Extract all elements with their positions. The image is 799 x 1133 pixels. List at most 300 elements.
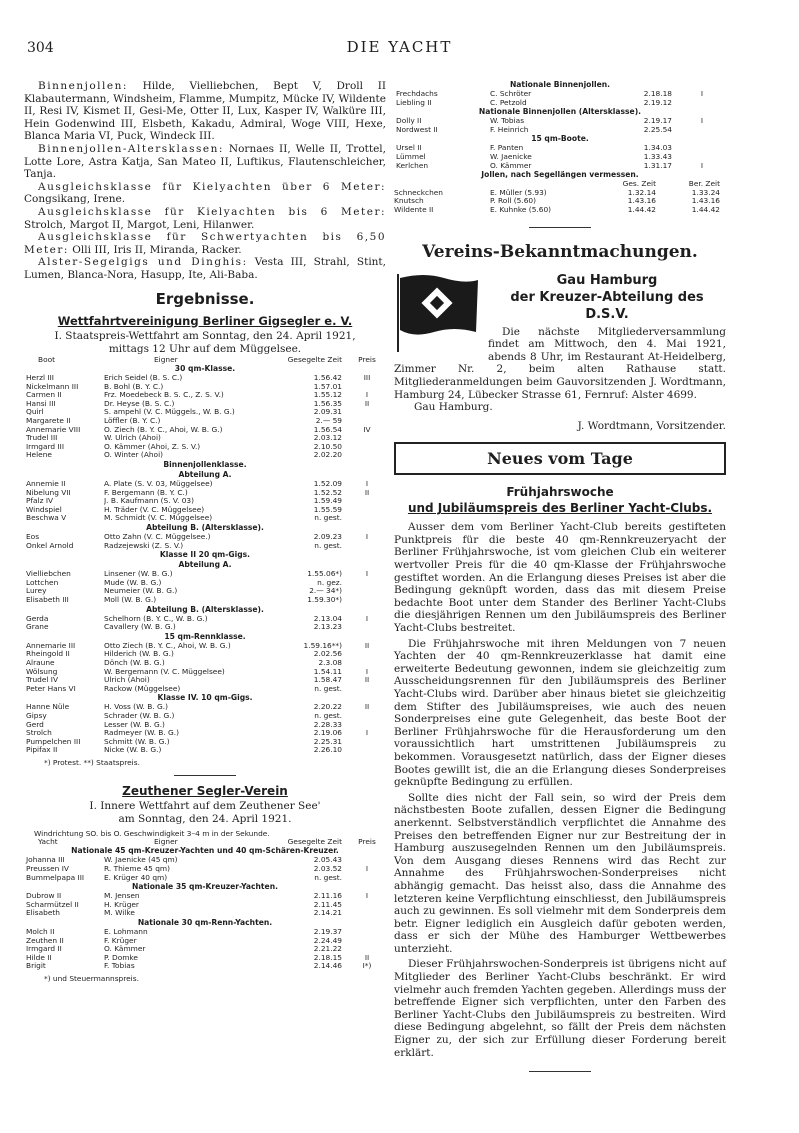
section-header-row <box>394 80 726 90</box>
gig-subtitle-1: I. Staatspreis-Wettfahrt am Sonntag, den 24. April 1921, <box>54 329 356 342</box>
table-row <box>24 865 386 874</box>
owner: O. Winter (Ahoi) <box>104 451 164 460</box>
jollen-title: Jollen, nach Segellängen vermessen. <box>481 170 639 180</box>
class-label: Ausgleichsklasse für Kielyachten bis 6 Meter: <box>38 205 386 218</box>
owner: F. Bergemann (B. Y. C.) <box>104 488 188 497</box>
sailed-time: 2.21.22 <box>313 945 342 954</box>
owner: H. Träder (V. C. Müggelsee) <box>104 505 205 514</box>
sailed-time: n. gez. <box>317 578 342 587</box>
sailed-time: 2.09.31 <box>313 408 342 417</box>
sailed-time: 1.56.35 <box>313 399 342 408</box>
table-row <box>24 659 386 668</box>
sailed-time: n. gest. <box>314 684 342 693</box>
prize: I <box>365 667 369 676</box>
table-row <box>24 676 386 685</box>
sailed-time: 2.28.33 <box>313 720 342 729</box>
boat-name: Elisabeth <box>26 909 60 918</box>
owner: E. Lohmann <box>104 928 148 937</box>
prize <box>348 874 386 883</box>
owner: O. Ziech (B. Y. C., Ahoi, W. B. G.) <box>104 425 223 434</box>
boat-name: Lümmel <box>396 152 426 161</box>
prize <box>348 623 386 632</box>
boat-name: Peter Hans VI <box>26 684 76 693</box>
ges-zeit: 1.32.14 <box>627 188 656 197</box>
club-flag-icon <box>394 272 480 352</box>
page-number: 304 <box>27 40 54 56</box>
table-row <box>24 954 386 963</box>
sailed-time: 2.— 59 <box>315 417 342 426</box>
table-row <box>24 703 386 712</box>
prize <box>348 451 386 460</box>
sailed-time: 1.31.17 <box>643 161 672 170</box>
vereins-heading: Vereins-Bekanntmachungen. <box>422 241 698 262</box>
table-row <box>394 126 726 135</box>
prize <box>348 659 386 668</box>
sailed-time: n. gest. <box>314 873 342 882</box>
table-row <box>24 400 386 409</box>
owner: Rackow (Müggelsee) <box>104 684 181 693</box>
table-row <box>24 489 386 498</box>
boat-name: Vielliebchen <box>26 570 71 579</box>
boat-name: Kerlchen <box>396 161 429 170</box>
table-row <box>24 729 386 738</box>
prize <box>348 596 386 605</box>
gau-signature: J. Wordtmann, Vorsitzender. <box>577 419 726 432</box>
table-row <box>394 117 726 126</box>
sailed-time: 2.26.10 <box>313 746 342 755</box>
prize <box>348 497 386 506</box>
table-row <box>24 383 386 392</box>
owner: M. Wilke <box>104 909 135 918</box>
col-eigner: Eigner <box>154 355 178 364</box>
boat-name: Herzl III <box>26 374 54 383</box>
prize <box>348 712 386 721</box>
section-header-row <box>24 364 386 374</box>
boat-name: Nickelmann III <box>26 382 79 391</box>
owner: C. Petzold <box>490 98 527 107</box>
table-row <box>24 533 386 542</box>
owner: A. Plate (S. V. 03, Müggelsee) <box>104 480 213 489</box>
class-label: Alster-Segelgigs und Dinghis: <box>38 256 248 269</box>
boat-name: Helene <box>26 451 52 460</box>
running-title: DIE YACHT <box>346 38 453 56</box>
boat-name: Preussen IV <box>26 865 69 874</box>
boat-name: Lottchen <box>26 578 59 587</box>
table-row <box>24 650 386 659</box>
gig-footnote: *) Protest. **) Staatspreis. <box>44 757 140 767</box>
sailed-time: 2.24.49 <box>313 936 342 945</box>
class-paragraph <box>24 231 386 256</box>
subsection-title: Abteilung A. <box>178 560 232 570</box>
article-title-1: Frühjahrswoche <box>506 485 614 500</box>
section-header-row <box>394 107 726 117</box>
subsection-row <box>24 470 386 480</box>
owner: W. Jaenicke (45 qm) <box>104 856 178 865</box>
prize <box>348 579 386 588</box>
prize: I <box>700 161 704 170</box>
table-row <box>24 721 386 730</box>
article-paragraph: Sollte dies nicht der Fall sein, so wird der Preis dem nächstbesten Boote zufallen, dessen Eigner die Bedingung anerkennt. Selbstverständlich verpflichtet die Annahme des Preises den betreffenden Eigner nur zur Bestreitung der in Hamburg auszusegelnden Rennen um den Jubiläumspreis. Von dem Ausgang dieses Rennens wird das Recht zur Annahme des Frühjahrswochen-Sonderpreises nicht abhängig gemacht. Das heisst also, dass die Annahme des letzteren keine Verpflichtung einschliesst, den Jubiläumspreis auch zu gewinnen. Es soll vielmehr mit dem Sonderpreis dem betr. Eigner lediglich ein Ausgleich dafür geboten werden, dass er sich der Mühe des Hamburger Wettbewerbes unterzieht. <box>394 791 726 955</box>
section-header-row <box>24 918 386 928</box>
boat-name: Frechdachs <box>396 90 438 98</box>
sailed-time: n. gest. <box>314 541 342 550</box>
owner: Moll (W. B. G.) <box>104 595 157 604</box>
boat-name: Wildente II <box>394 205 434 214</box>
class-members: Congsikang, Irene. <box>24 193 126 206</box>
article-body <box>394 521 726 1059</box>
boat-name: Rheingold II <box>26 650 70 659</box>
col-yacht: Yacht <box>38 837 58 846</box>
section-title: 15 qm-Rennklasse. <box>164 631 246 641</box>
section-title: 30 qm-Klasse. <box>174 364 236 374</box>
boat-name: Brigit <box>26 962 46 971</box>
boat-name: Gerd <box>26 720 44 729</box>
owner: W. Bergemann (V. C. Müggelsee) <box>104 667 225 676</box>
boat-name: Dolly II <box>396 117 422 126</box>
owner: Lesser (W. B. G.) <box>104 720 165 729</box>
boat-name: Annemie II <box>26 480 66 489</box>
right-column <box>394 80 726 1080</box>
sailed-time: 2.19.37 <box>313 928 342 937</box>
table-header <box>24 838 386 847</box>
class-label: Binnenjollen: <box>38 80 128 92</box>
sailed-time: 2.25.54 <box>643 125 672 134</box>
boat-name: Carmen II <box>26 391 62 400</box>
col-preis: Preis <box>358 355 376 364</box>
owner: B. Bohl (B. Y. C.) <box>104 382 164 391</box>
boat-name: Irmgard III <box>26 442 64 451</box>
article-paragraph: Dieser Frühjahrswochen-Sonderpreis ist übrigens nicht auf Mitglieder des Berliner Yacht-Clubs beschränkt. Er wird vielmehr auch fremden Yachten gegeben. Allerdings muss der betreffende Eigner sich verpflichten, unter den Farben des Berliner Yacht-Clubs den Jubiläumspreis zu bestreiten. Wird diese Bedingung abgelehnt, so fällt der Preis dem nächsten Eigner zu, der sich zur Erfüllung dieser Forderung bereit erklärt. <box>394 958 726 1059</box>
owner: C. Schröter <box>490 90 532 98</box>
sailed-time: 2.03.12 <box>313 434 342 443</box>
prize: II <box>364 703 370 712</box>
sailed-time: 2.14.21 <box>313 909 342 918</box>
section-title: Nationale 35 qm-Kreuzer-Yachten. <box>131 882 278 892</box>
gau-text: Die nächste Mitgliederversammlung findet am Mittwoch, den 4. Mai 1921, abends 8 Uhr, im Restaurant At-Heidelberg, Zimmer Nr. 2, beim alten Rathause statt. Mitgliederanmeldungen beim Gauvorsitzenden J. Wordtmann, Hamburg 24, Lübecker Strasse 61, Fernruf: Alster 4699. <box>394 325 726 401</box>
prize <box>348 685 386 694</box>
prize: II <box>364 488 370 497</box>
boat-name: Dubrow II <box>26 892 62 901</box>
table-row <box>24 391 386 400</box>
owner: F. Heinrich <box>490 125 529 134</box>
section-header-row <box>394 134 726 144</box>
boat-name: Zeuthen II <box>26 936 64 945</box>
sailed-time: 1.59.49 <box>313 497 342 506</box>
sailed-time: 2.02.20 <box>313 451 342 460</box>
table-row <box>394 99 726 108</box>
owner: Radzejewski (Z. S. V.) <box>104 541 184 550</box>
class-members: Nornaes II, Welle II, Trottel, Lotte Lore, Astra Katja, San Mateo II, Luftikus, Flautenschleicher, Tanja. <box>24 142 386 181</box>
boat-name: Alraune <box>26 658 55 667</box>
table-row <box>24 497 386 506</box>
owner: R. Thieme 45 qm) <box>104 865 170 874</box>
zeuthen-wind: Windrichtung SO. bis O. Geschwindigkeit 3–4 m in der Sekunde. <box>34 828 270 838</box>
sailed-time: 2.19.17 <box>643 117 672 126</box>
prize <box>348 901 386 910</box>
section-header-row <box>24 523 386 533</box>
table-row <box>394 197 726 206</box>
continued-results-table <box>394 80 726 170</box>
prize: II <box>364 641 370 650</box>
table-row <box>24 596 386 605</box>
owner: F. Tobias <box>104 962 135 971</box>
table-row <box>24 506 386 515</box>
owner: M. Jensen <box>104 892 140 901</box>
prize <box>348 746 386 755</box>
prize <box>348 650 386 659</box>
owner: Otto Zahn (V. C. Müggelsee.) <box>104 533 211 541</box>
divider <box>529 1071 591 1072</box>
prize: I <box>365 892 369 901</box>
sailed-time: 1.33.43 <box>643 152 672 161</box>
table-row <box>24 542 386 551</box>
section-header-row <box>24 846 386 856</box>
prize: IV <box>363 425 371 434</box>
owner: W. Ulrich (Ahoi) <box>104 434 161 443</box>
gau-hamburg-notice <box>394 272 726 433</box>
owner: W. Tobias <box>490 117 525 126</box>
owner: Löffler (B. Y. C.) <box>104 417 161 426</box>
owner: E. Krüger 40 qm) <box>104 873 168 882</box>
sailed-time: 2.13.04 <box>313 614 342 623</box>
boat-name: Quirl <box>26 408 44 417</box>
section-title: Nationale Binnenjollen (Altersklasse). <box>478 107 642 117</box>
prize: II <box>364 399 370 408</box>
table-row <box>24 856 386 865</box>
section-title: Nationale Binnenjollen. <box>509 80 611 89</box>
table-row <box>24 451 386 460</box>
owner: O. Kämmer <box>490 161 532 170</box>
prize: I <box>365 480 369 489</box>
owner: E. Kuhnke (5.60) <box>490 205 552 214</box>
section-title: Klasse IV. 10 qm-Gigs. <box>157 693 253 703</box>
owner: S. ampehl (V. C. Müggels., W. B. G.) <box>104 408 235 417</box>
owner: W. Jaenicke <box>490 152 532 161</box>
owner: Nicke (W. B. G.) <box>104 746 162 755</box>
gig-results-table <box>24 356 386 755</box>
sailed-time: 2.09.23 <box>313 533 342 541</box>
prize <box>348 937 386 946</box>
prize: I <box>365 391 369 400</box>
section-title: Binnenjollenklasse. <box>163 460 247 470</box>
ergebnisse-title: Ergebnisse. <box>155 289 255 308</box>
col-ber-zeit: Ber. Zeit <box>688 180 720 189</box>
ber-zeit: 1.44.42 <box>691 205 720 214</box>
table-row <box>24 712 386 721</box>
sailed-time: 2.11.45 <box>313 900 342 909</box>
table-row <box>394 189 726 198</box>
ges-zeit: 1.43.16 <box>627 197 656 206</box>
owner: O. Kämmer (Ahoi, Z. S. V.) <box>104 442 201 451</box>
gau-greeting: Gau Hamburg. <box>414 401 493 414</box>
owner: Mude (W. B. G.) <box>104 578 162 587</box>
table-row <box>24 937 386 946</box>
neues-vom-tage-box <box>394 442 726 475</box>
prize <box>348 928 386 937</box>
zeuthen-results-table <box>24 838 386 971</box>
owner: H. Krüger <box>104 900 139 909</box>
sailed-time: 2.11.16 <box>313 892 342 901</box>
col-eigner: Eigner <box>154 837 178 846</box>
col-ges-zeit: Ges. Zeit <box>622 180 656 189</box>
owner: Schmitt (W. B. G.) <box>104 737 170 746</box>
sailed-time: 2.3.08 <box>318 658 342 667</box>
section-title: Abteilung B. (Altersklasse). <box>146 604 264 614</box>
owner: Schrader (W. B. G.) <box>104 711 175 720</box>
divider <box>174 775 236 776</box>
table-row <box>24 374 386 383</box>
owner: E. Müller (5.93) <box>490 188 547 197</box>
boat-name: Scharmützel II <box>26 900 79 909</box>
prize <box>678 153 726 162</box>
zeuthen-title: Zeuthener Segler-Verein <box>122 783 288 798</box>
boat-name: Elisabeth III <box>26 595 69 604</box>
class-list <box>24 80 386 282</box>
neues-vom-tage-title: Neues vom Tage <box>487 449 633 469</box>
boat-name: Bummelpapa III <box>26 873 85 882</box>
table-row <box>24 434 386 443</box>
table-row <box>394 90 726 99</box>
prize: I*) <box>362 962 372 971</box>
table-row <box>394 153 726 162</box>
jollen-table <box>394 170 726 214</box>
boat-name: Gipsy <box>26 711 47 720</box>
owner: Erich Seidel (B. S. C.) <box>104 374 183 383</box>
class-paragraph <box>24 206 386 231</box>
boat-name: Trudel IV <box>26 676 59 685</box>
table-row <box>24 945 386 954</box>
class-members: Olli III, Iris II, Miranda, Racker. <box>68 243 242 256</box>
class-label: Ausgleichsklasse für Schwertyachten bis 6,50 Meter: <box>24 231 386 256</box>
owner: Radmeyer (W. B. G.) <box>104 729 180 738</box>
prize: I <box>365 614 369 623</box>
prize: I <box>365 729 369 738</box>
table-row <box>24 909 386 918</box>
section-header-row <box>24 605 386 615</box>
boat-name: Nordwest II <box>396 125 438 134</box>
gig-title: Wettfahrtvereinigung Berliner Gigsegler e. V. <box>57 313 353 328</box>
prize <box>348 514 386 523</box>
sailed-time: 2.— 34*) <box>309 587 342 596</box>
owner: O. Kämmer <box>104 945 146 954</box>
sailed-time: 1.54.11 <box>313 667 342 676</box>
table-row <box>24 480 386 489</box>
class-paragraph <box>24 80 386 143</box>
prize <box>678 126 726 135</box>
subsection-title: Abteilung A. <box>178 470 232 480</box>
boat-name: Grane <box>26 623 49 632</box>
table-row <box>24 570 386 579</box>
class-members: Strolch, Margot II, Margot, Leni, Hilanwer. <box>24 218 255 231</box>
table-row <box>394 144 726 153</box>
sailed-time: 1.56.42 <box>313 374 342 383</box>
prize <box>348 909 386 918</box>
owner: J. B. Kaufmann (S. V. 03) <box>104 497 194 506</box>
sailed-time: 2.20.22 <box>313 703 342 712</box>
boat-name: Annemarie III <box>26 641 76 650</box>
table-row <box>394 162 726 171</box>
sailed-time: 1.55.06*) <box>307 570 342 579</box>
boat-name: Hansi III <box>26 399 56 408</box>
boat-name: Knutsch <box>394 197 424 206</box>
sailed-time: 1.58.47 <box>313 676 342 685</box>
table-row <box>24 417 386 426</box>
sailed-time: 2.02.56 <box>313 650 342 659</box>
sailed-time: 1.59.30*) <box>307 595 342 604</box>
prize <box>678 144 726 153</box>
boat-name: Nibelung VII <box>26 488 71 497</box>
boat-name: Wölsung <box>26 667 58 676</box>
section-header-row <box>24 460 386 470</box>
boat-name: Molch II <box>26 928 55 937</box>
section-header-row <box>24 882 386 892</box>
boat-name: Lurey <box>26 587 47 596</box>
table-row <box>24 426 386 435</box>
gig-subtitle-2: mittags 12 Uhr auf dem Müggelsee. <box>108 342 302 355</box>
table-row <box>24 615 386 624</box>
sailed-time: 2.19.12 <box>643 98 672 107</box>
owner: M. Schmidt (V. C. Müggelsee) <box>104 514 213 523</box>
boat-name: Onkel Arnold <box>26 541 74 550</box>
prize <box>348 587 386 596</box>
jollen-header-row <box>394 180 726 189</box>
table-row <box>24 746 386 755</box>
col-preis: Preis <box>358 837 376 846</box>
table-row <box>24 408 386 417</box>
boat-name: Liebling II <box>396 98 432 107</box>
prize <box>348 945 386 954</box>
owner: Ulrich (Ahoi) <box>104 676 150 685</box>
sailed-time: 1.59.16**) <box>303 641 342 650</box>
sailed-time: n. gest. <box>314 514 342 523</box>
boat-name: Annemarie VIII <box>26 425 81 434</box>
ber-zeit: 1.43.16 <box>691 197 720 206</box>
class-paragraph <box>24 143 386 181</box>
owner: P. Domke <box>104 953 138 962</box>
boat-name: Trudel III <box>26 434 58 443</box>
section-title: Abteilung B. (Altersklasse). <box>146 523 264 532</box>
boat-name: Johanna III <box>26 856 65 865</box>
prize <box>348 408 386 417</box>
article-paragraph: Ausser dem vom Berliner Yacht-Club bereits gestifteten Punktpreis für die beste 40 qm-Rennkreuzeryacht der Berliner Frühjahrswoche, ist vom gleichen Club ein weiterer wertvoller Preis für die 40 qm-Klasse der Frühjahrswoche gestiftet worden. An die Erlangung dieses Preises ist aber die Bedingung geknüpft worden, dass das mit diesem Preise bedachte Boot unter dem Stander des Berliner Yacht-Clubs die diesjährigen Rennen um den Jubiläumspreis des Berliner Yacht-Clubs bestreitet. <box>394 521 726 635</box>
table-row <box>24 738 386 747</box>
zeuthen-subtitle-2: am Sonntag, den 24. April 1921. <box>118 812 292 825</box>
section-title: Nationale 45 qm-Kreuzer-Yachten und 40 qm-Schären-Kreuzer. <box>71 846 339 856</box>
class-members: Vesta III, Strahl, Stint, Lumen, Blanca-Nora, Hasupp, Ite, Ali-Baba. <box>24 256 386 281</box>
table-row <box>24 962 386 971</box>
prize <box>348 506 386 515</box>
divider <box>529 227 591 228</box>
boat-name: Pfalz IV <box>26 497 54 506</box>
col-boot: Boot <box>38 355 56 364</box>
class-label: Binnenjollen-Altersklassen: <box>38 142 224 155</box>
gau-title-2: der Kreuzer-Abteilung des D.S.V. <box>510 289 704 322</box>
boat-name: Ursel II <box>396 144 422 153</box>
table-row <box>24 928 386 937</box>
class-members: Hilde, Vielliebchen, Bept V, Droll II Klabautermann, Windsheim, Flamme, Mumpitz, Mücke IV, Wildente II, Resi IV, Kismet II, Gesi-Me, Otter II, Lux, Kasper IV, Walküre III, Hein Godenwind III, Elsbeth, Kakadu, Admiral, Woge VIII, Hexe, Blanca Maria VI, Puck, Windeck III. <box>24 80 386 143</box>
prize <box>348 738 386 747</box>
sailed-time: 2.25.31 <box>313 737 342 746</box>
boat-name: Eos <box>26 533 40 541</box>
prize <box>678 99 726 108</box>
owner: Frz. Moedebeck B. S. C., Z. S. V.) <box>104 391 224 400</box>
article-paragraph: Die Frühjahrswoche mit ihren Meldungen von 7 neuen Yachten der 40 qm-Rennkreuzerklasse hat damit eine erweiterte Bedeutung gewonnen, indem sie gleichzeitig zum Ausscheidungsrennen für den Jubiläumspreis des Berliner Yacht-Clubs wird. Darüber aber hinaus bietet sie gleichzeitig dem Stifter des Jubiläumspreises, wie auch des neuen Sonderpreises eine gute Gelegenheit, das beste Boot der Berliner Frühjahrswoche für die Herausforderung um den voraussichtlich hart umstrittenen Jubiläumspreis zu bekommen. Vorausgesetzt natürlich, dass der Eigner dieses Bootes gewillt ist, die an die Erlangung dieses Sonderpreises geknüpfte Bedingung zu erfüllen. <box>394 637 726 789</box>
sailed-time: 2.05.43 <box>313 856 342 865</box>
owner: P. Roll (5.60) <box>490 197 537 206</box>
owner: Cavallery (W. B. G.) <box>104 623 176 632</box>
boat-name: Margarete II <box>26 417 71 426</box>
owner: F. Panten <box>490 144 524 153</box>
